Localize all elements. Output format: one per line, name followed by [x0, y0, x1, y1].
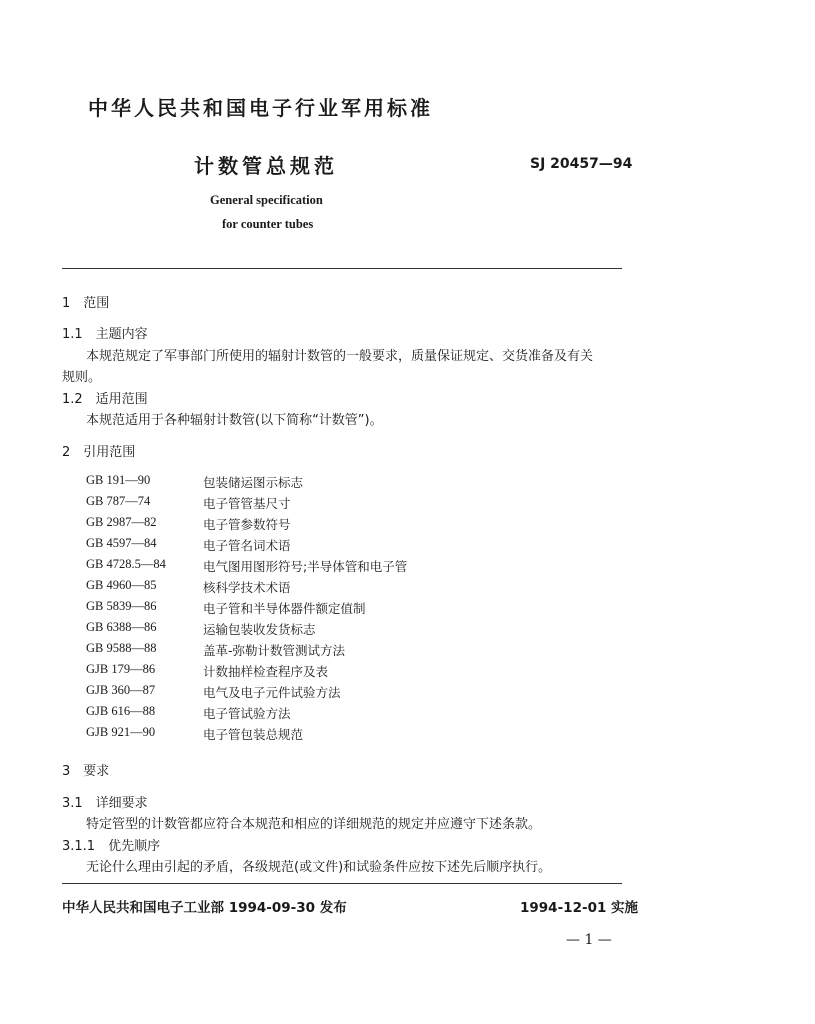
reference-title: 电子管试验方法	[203, 706, 291, 721]
reference-code: GB 787—74	[86, 494, 151, 508]
reference-code: GB 4597—84	[86, 536, 157, 550]
section-3-1-heading: 3.1 详细要求	[62, 796, 148, 811]
reference-title: 计数抽样检查程序及表	[203, 664, 329, 679]
reference-title: 电子管管基尺寸	[203, 496, 291, 511]
reference-title: 核科学技术术语	[203, 580, 291, 595]
header-rule	[62, 268, 622, 269]
reference-title: 电子管和半导体器件额定值制	[203, 601, 366, 616]
reference-code: GJB 921—90	[86, 725, 156, 739]
reference-code: GB 4960—85	[86, 578, 157, 592]
reference-code: GB 191—90	[86, 473, 151, 487]
reference-title: 电子管参数符号	[203, 517, 291, 532]
reference-code: GB 6388—86	[86, 620, 157, 634]
effective-date: 1994-12-01 实施	[520, 900, 639, 916]
page-number: — 1 —	[566, 932, 612, 948]
reference-title: 盖革-弥勒计数管测试方法	[203, 643, 346, 658]
section-2-heading: 2 引用范围	[62, 445, 136, 460]
reference-title: 电子管包装总规范	[203, 727, 304, 742]
footer-rule	[62, 883, 622, 884]
reference-title: 运输包装收发货标志	[203, 622, 316, 637]
english-title-line1: General specification	[210, 193, 323, 207]
reference-title: 包装储运图示标志	[203, 475, 304, 490]
section-3-1-1-text: 无论什么理由引起的矛盾，各级规范(或文件)和试验条件应按下述先后顺序执行。	[86, 860, 552, 875]
reference-title: 电气图用图形符号;半导体管和电子管	[203, 559, 408, 574]
standard-title: 中华人民共和国电子行业军用标准	[88, 96, 433, 120]
english-title-line2: for counter tubes	[222, 217, 314, 231]
reference-code: GJB 179—86	[86, 662, 156, 676]
section-1-1-text-line2: 规则。	[62, 370, 102, 385]
reference-title: 电子管名词术语	[203, 538, 291, 553]
section-1-1-text-line1: 本规范规定了军事部门所使用的辐射计数管的一般要求，质量保证规定、交货准备及有关	[86, 349, 594, 364]
section-3-1-1-heading: 3.1.1 优先顺序	[62, 839, 161, 854]
reference-code: GB 5839—86	[86, 599, 157, 613]
document-title: 计数管总规范	[194, 154, 338, 178]
section-1-heading: 1 范围	[62, 296, 110, 311]
reference-code: GJB 616—88	[86, 704, 156, 718]
section-3-heading: 3 要求	[62, 764, 110, 779]
section-3-1-text: 特定管型的计数管都应符合本规范和相应的详细规范的规定并应遵守下述条款。	[86, 817, 542, 832]
reference-code: GB 9588—88	[86, 641, 157, 655]
section-1-2-heading: 1.2 适用范围	[62, 392, 148, 407]
reference-code: GB 4728.5—84	[86, 557, 166, 571]
section-1-1-heading: 1.1 主题内容	[62, 327, 148, 342]
standard-number: SJ 20457—94	[530, 156, 633, 172]
reference-title: 电气及电子元件试验方法	[203, 685, 341, 700]
reference-code: GJB 360—87	[86, 683, 156, 697]
reference-code: GB 2987—82	[86, 515, 157, 529]
section-1-2-text: 本规范适用于各种辐射计数管(以下简称“计数管”)。	[86, 413, 383, 428]
issuer-line: 中华人民共和国电子工业部 1994-09-30 发布	[62, 900, 347, 916]
